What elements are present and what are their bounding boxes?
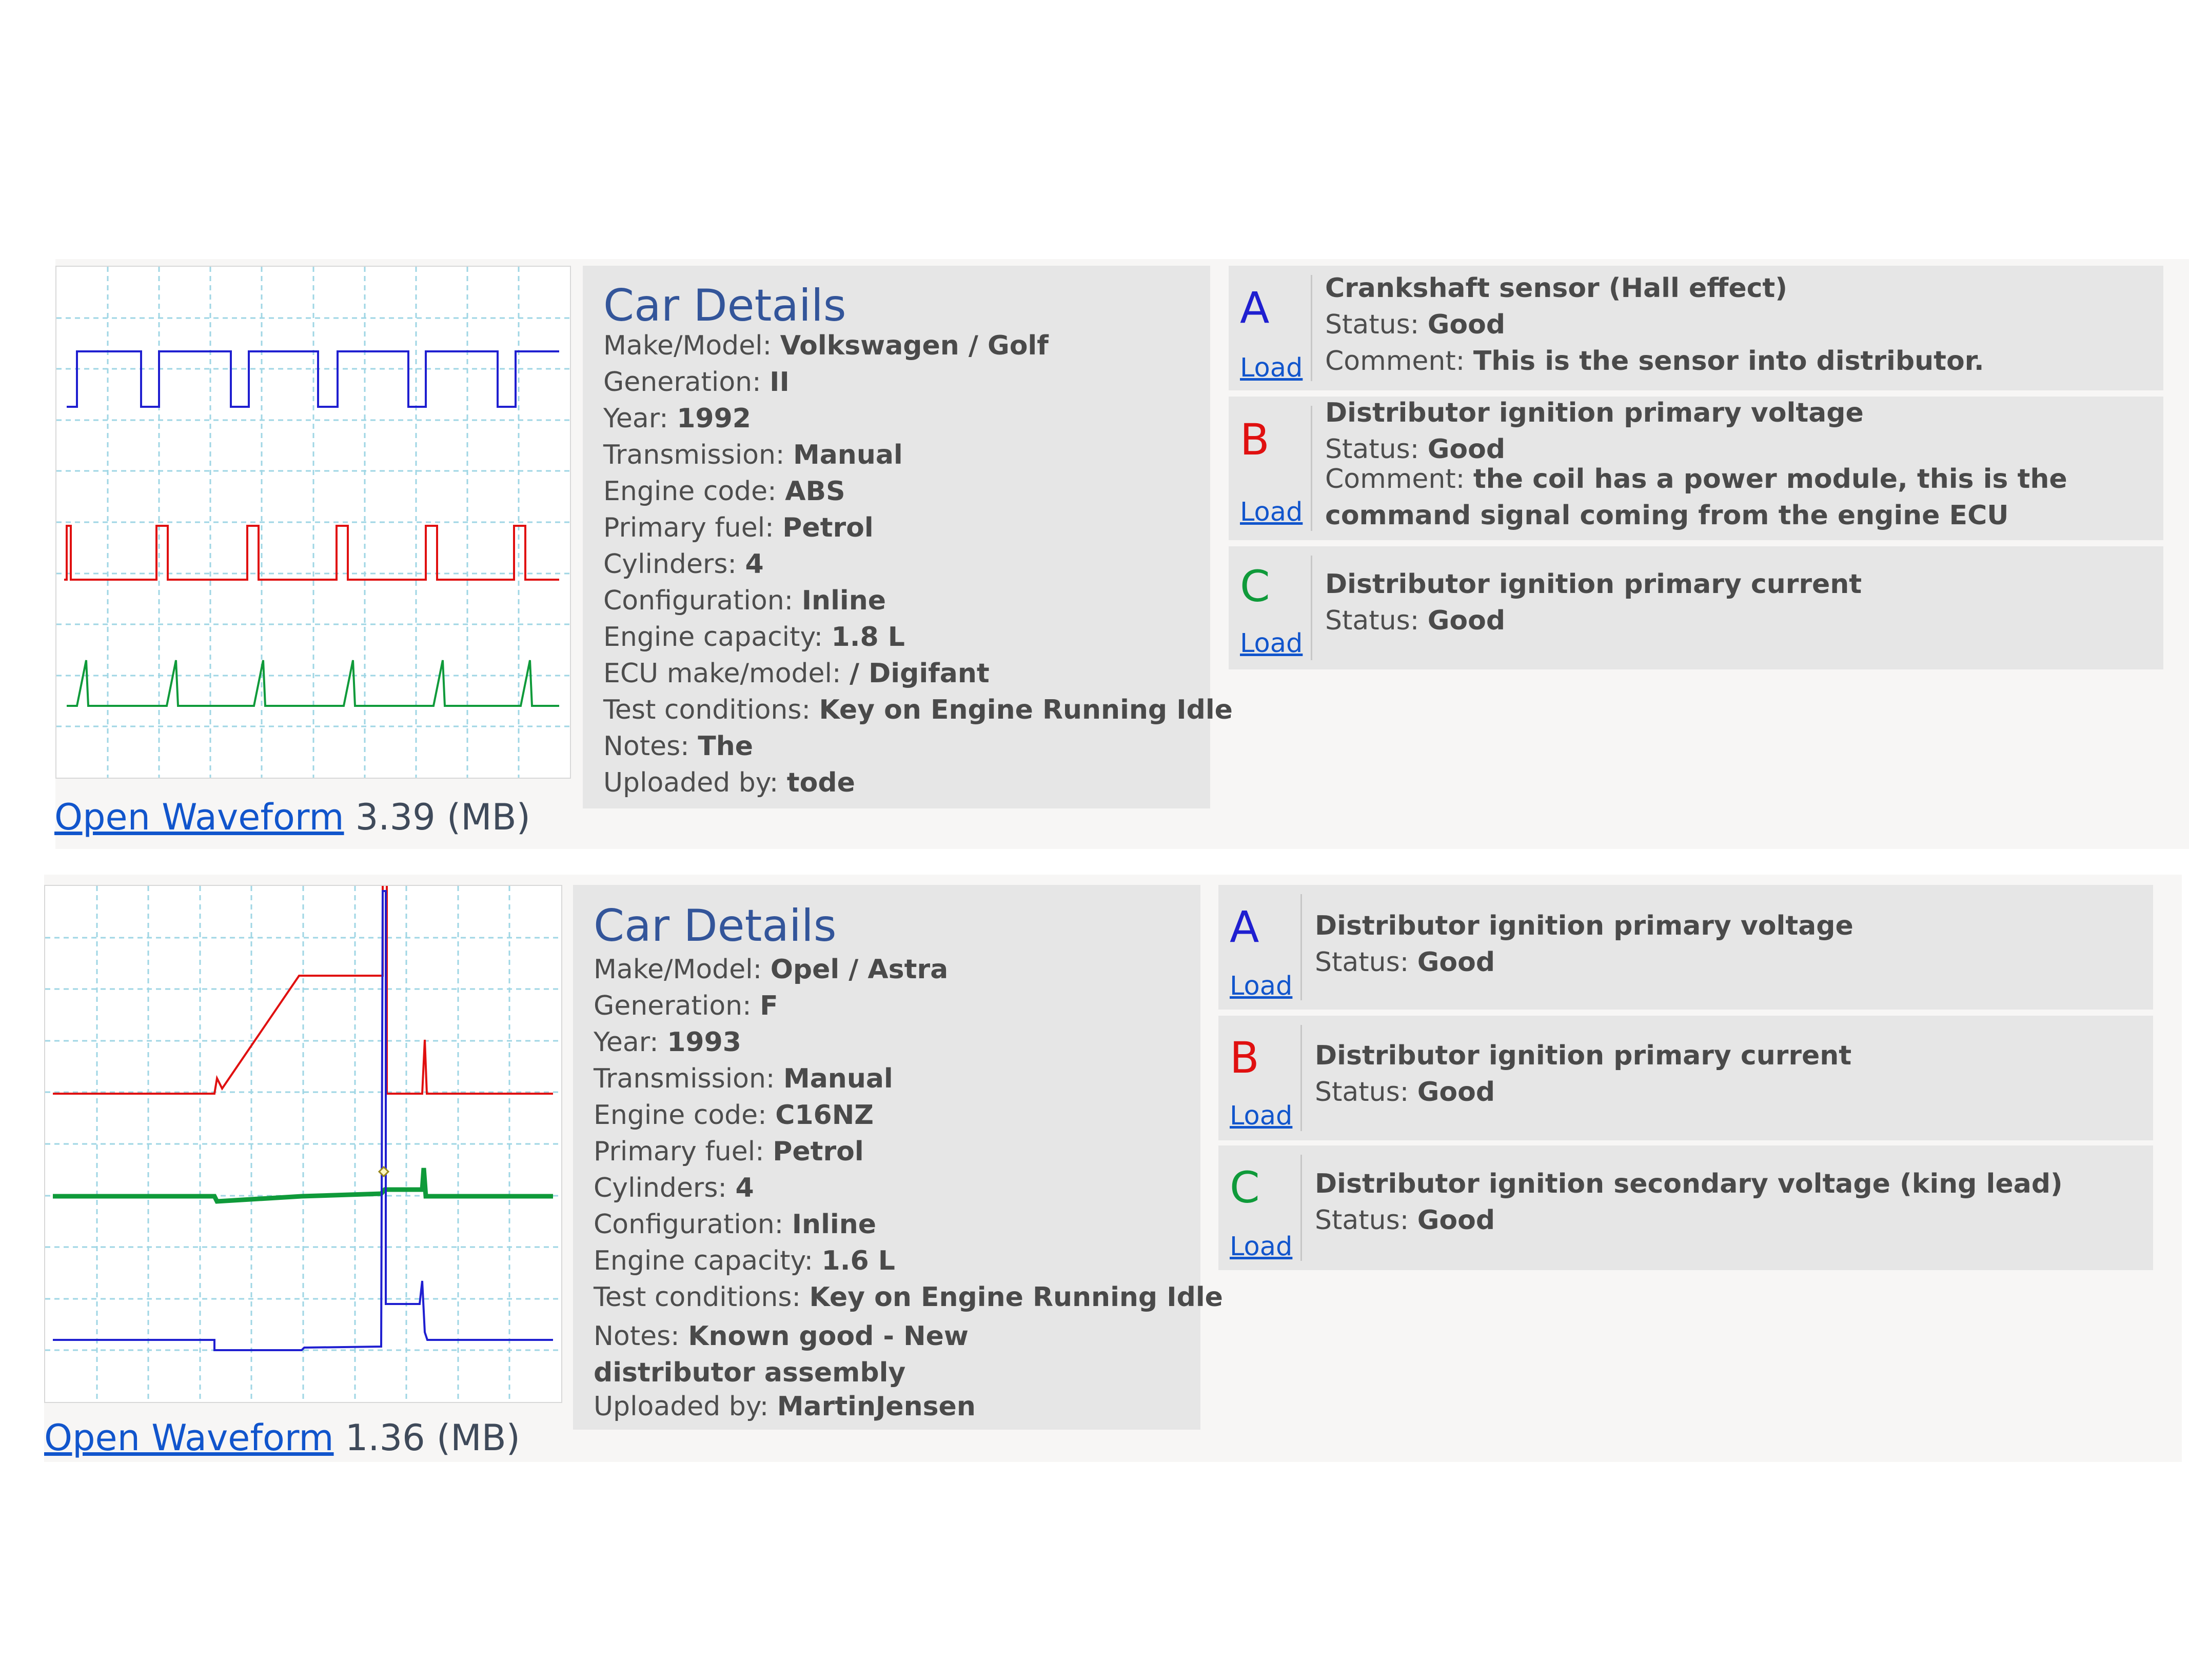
- detail-value: The: [698, 731, 753, 762]
- detail-value: Known good - New distributor assembly: [594, 1321, 969, 1388]
- car-details-title: Car Details: [603, 280, 846, 331]
- detail-value: tode: [786, 767, 855, 798]
- detail-row: [594, 1063, 893, 1094]
- channel-comment: Comment: This is the sensor into distributor.: [1325, 346, 1984, 377]
- separator: [1300, 1155, 1302, 1261]
- channel-c-card-1: [1229, 546, 2163, 669]
- detail-value: Opel / Astra: [770, 954, 949, 985]
- detail-value: F: [760, 991, 778, 1021]
- detail-row: [603, 549, 764, 580]
- detail-row: [603, 585, 886, 616]
- channel-title: Distributor ignition primary current: [1315, 1040, 1852, 1071]
- detail-value: C16NZ: [775, 1100, 874, 1131]
- load-channel-a-link[interactable]: Load: [1240, 353, 1303, 383]
- channel-letter-b: B: [1230, 1033, 1259, 1083]
- detail-row: [603, 695, 1233, 725]
- open-waveform-link[interactable]: Open Waveform: [54, 796, 344, 838]
- detail-label: Test conditions:: [594, 1282, 810, 1313]
- detail-row: [594, 1136, 864, 1167]
- separator: [1311, 556, 1312, 660]
- detail-label: Engine capacity:: [594, 1246, 822, 1276]
- detail-row: [594, 1100, 874, 1131]
- detail-label: Generation:: [603, 367, 770, 398]
- detail-row: [603, 367, 790, 398]
- detail-label: Make/Model:: [603, 330, 780, 361]
- channel-a-card-2: [1218, 885, 2153, 1010]
- detail-row: [603, 767, 855, 798]
- load-channel-a-link[interactable]: Load: [1230, 971, 1293, 1001]
- detail-label: Generation:: [594, 991, 760, 1021]
- detail-label: Engine code:: [603, 476, 785, 507]
- channel-title: Crankshaft sensor (Hall effect): [1325, 273, 1788, 304]
- separator: [1311, 275, 1312, 381]
- detail-value: ABS: [785, 476, 845, 507]
- detail-value: Inline: [792, 1209, 877, 1240]
- channel-status: Status: Good: [1315, 947, 1495, 978]
- detail-value: 4: [745, 549, 764, 580]
- detail-label: Transmission:: [594, 1063, 783, 1094]
- channel-letter-c: C: [1240, 561, 1270, 611]
- detail-label: Cylinders:: [603, 549, 745, 580]
- waveform-plot-2: [45, 886, 561, 1402]
- separator: [1300, 894, 1302, 1000]
- detail-label: Configuration:: [603, 585, 802, 616]
- channel-comment: Comment: the coil has a power module, this is the command signal coming from the engine ECU: [1325, 464, 2067, 531]
- channel-letter-b: B: [1240, 414, 1270, 465]
- detail-row: [603, 658, 990, 689]
- detail-value: Petrol: [782, 512, 874, 543]
- detail-label: Engine code:: [594, 1100, 776, 1131]
- detail-value: MartinJensen: [777, 1391, 976, 1422]
- channel-a-card-1: [1229, 266, 2163, 390]
- channel-b-card-2: [1218, 1016, 2153, 1140]
- separator: [1311, 406, 1312, 531]
- detail-row: [603, 476, 845, 507]
- detail-value: Manual: [793, 440, 903, 470]
- channel-status: Status: Good: [1325, 434, 1506, 465]
- detail-value: / Digifant: [850, 658, 990, 689]
- detail-value: 1992: [677, 403, 751, 434]
- waveform-plot-1: [56, 267, 570, 778]
- waveform-thumbnail-1[interactable]: [55, 266, 571, 779]
- detail-value: 1993: [667, 1027, 741, 1058]
- detail-value: Key on Engine Running Idle: [819, 695, 1233, 725]
- detail-value: 4: [735, 1173, 754, 1203]
- detail-row: [603, 731, 753, 762]
- detail-label: Year:: [594, 1027, 667, 1058]
- detail-label: Uploaded by:: [594, 1391, 777, 1422]
- detail-row: [594, 954, 948, 985]
- waveform-link-row-2: [44, 1417, 520, 1459]
- open-waveform-link[interactable]: Open Waveform: [44, 1417, 334, 1459]
- detail-label: Configuration:: [594, 1209, 792, 1240]
- detail-label: Transmission:: [603, 440, 793, 470]
- channel-status: Status: Good: [1315, 1205, 1495, 1236]
- channel-title: Distributor ignition primary voltage: [1315, 911, 1853, 941]
- detail-label: Uploaded by:: [603, 767, 787, 798]
- car-details-title: Car Details: [594, 900, 837, 952]
- channel-b-card-1: [1229, 397, 2163, 540]
- car-details-panel-1: [583, 266, 1233, 808]
- detail-value: Volkswagen / Golf: [780, 330, 1049, 361]
- detail-value: II: [770, 367, 790, 398]
- detail-value: 1.6 L: [821, 1246, 895, 1276]
- channel-letter-a: A: [1230, 902, 1259, 952]
- detail-row: [594, 1209, 876, 1240]
- separator: [1300, 1025, 1302, 1131]
- detail-row: [594, 1318, 1107, 1391]
- detail-label: Test conditions:: [603, 695, 819, 725]
- detail-row: [603, 330, 1049, 361]
- detail-value: Inline: [801, 585, 886, 616]
- channel-title: Distributor ignition primary current: [1325, 569, 1862, 600]
- detail-row: [594, 1282, 1223, 1313]
- detail-value: Manual: [783, 1063, 893, 1094]
- trace-channel-b: [64, 526, 559, 580]
- load-channel-b-link[interactable]: Load: [1230, 1101, 1293, 1131]
- detail-row: [594, 991, 778, 1021]
- channel-title: Distributor ignition primary voltage: [1325, 398, 1864, 428]
- detail-row: [603, 440, 903, 470]
- detail-value: 1.8 L: [831, 622, 905, 653]
- load-channel-c-link[interactable]: Load: [1230, 1232, 1293, 1262]
- load-channel-c-link[interactable]: Load: [1240, 628, 1303, 659]
- channel-title: Distributor ignition secondary voltage (king lead): [1315, 1169, 2063, 1199]
- channel-status: Status: Good: [1325, 605, 1506, 636]
- detail-row: [594, 1246, 895, 1276]
- channel-letter-c: C: [1230, 1162, 1260, 1213]
- detail-label: Year:: [603, 403, 677, 434]
- detail-label: Primary fuel:: [594, 1136, 773, 1167]
- detail-label: Engine capacity:: [603, 622, 832, 653]
- detail-label: Notes:: [594, 1321, 688, 1352]
- detail-row: [594, 1173, 754, 1203]
- car-details-panel-2: [573, 885, 1223, 1430]
- detail-row: [594, 1391, 976, 1422]
- detail-row: [603, 512, 874, 543]
- detail-value: Key on Engine Running Idle: [809, 1282, 1223, 1313]
- channel-letter-a: A: [1240, 283, 1270, 333]
- load-channel-b-link[interactable]: Load: [1240, 497, 1303, 527]
- detail-row: [594, 1027, 741, 1058]
- waveform-file-size: 1.36 (MB): [345, 1417, 520, 1459]
- detail-label: Make/Model:: [594, 954, 771, 985]
- waveform-thumbnail-2[interactable]: [44, 885, 562, 1403]
- detail-value: Petrol: [773, 1136, 864, 1167]
- detail-row: [603, 622, 905, 653]
- detail-label: Cylinders:: [594, 1173, 736, 1203]
- channel-c-card-2: [1218, 1145, 2153, 1270]
- waveform-file-size: 3.39 (MB): [355, 796, 530, 838]
- waveform-link-row-1: [54, 796, 530, 838]
- detail-row: [603, 403, 751, 434]
- detail-label: ECU make/model:: [603, 658, 850, 689]
- trigger-marker-icon: [379, 1167, 388, 1176]
- channel-status: Status: Good: [1325, 309, 1506, 340]
- channel-status: Status: Good: [1315, 1077, 1495, 1108]
- detail-label: Primary fuel:: [603, 512, 783, 543]
- detail-label: Notes:: [603, 731, 698, 762]
